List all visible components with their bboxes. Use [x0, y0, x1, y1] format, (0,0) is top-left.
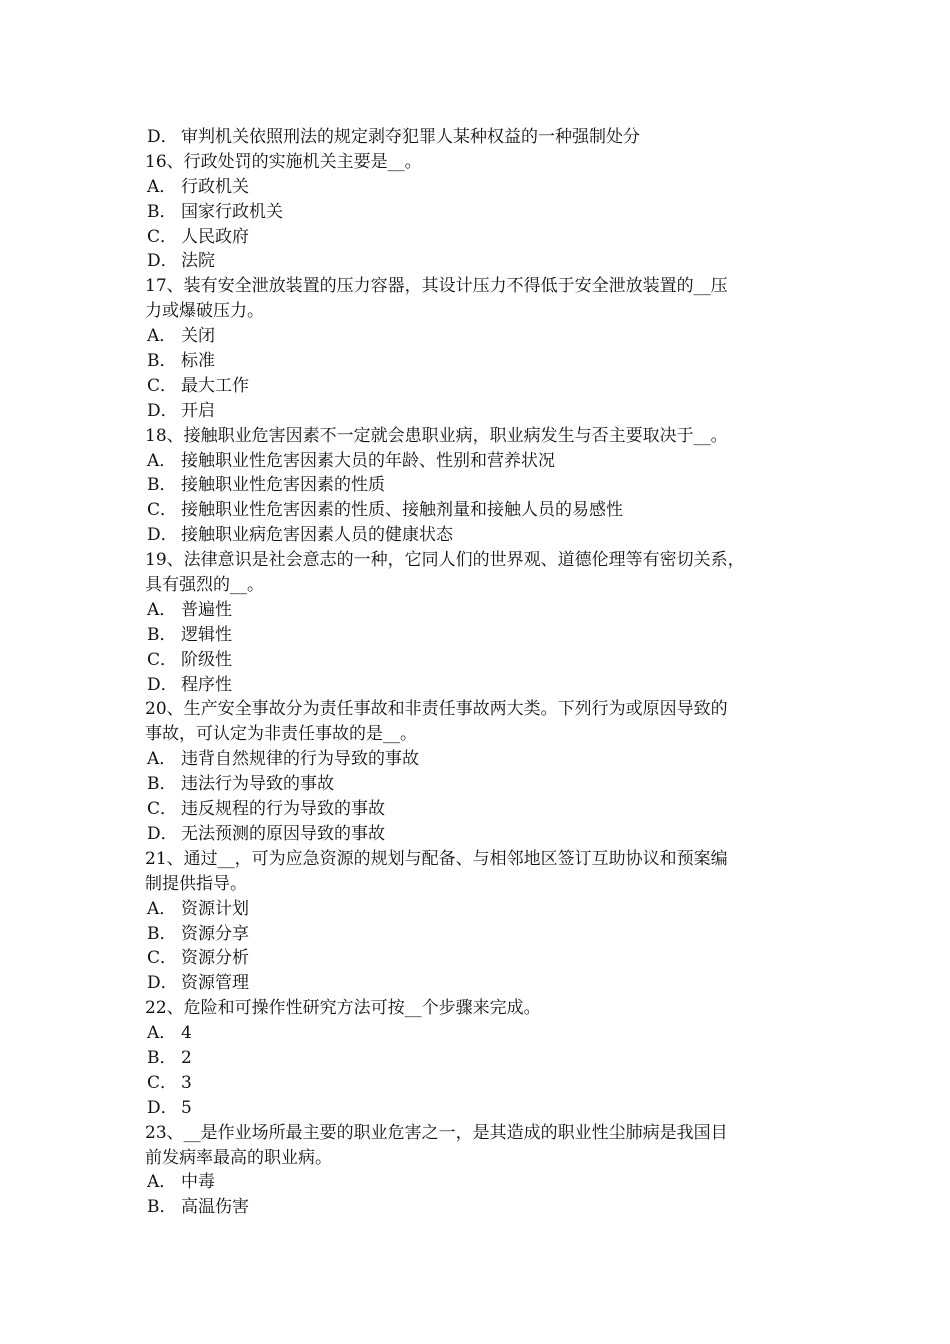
option-letter: C．: [147, 375, 178, 396]
option-text: 普遍性: [181, 599, 232, 620]
answer-option: [145, 498, 825, 523]
option-letter: D．: [147, 1097, 178, 1118]
option-letter: A．: [147, 326, 177, 347]
option-letter: B．: [147, 774, 177, 795]
option-letter: B．: [147, 1047, 177, 1068]
question-text: 力或爆破压力。: [145, 301, 264, 322]
option-letter: D．: [147, 973, 178, 994]
option-text: 开启: [181, 400, 215, 421]
option-text: 阶级性: [181, 649, 232, 670]
answer-option: [145, 673, 825, 698]
answer-option: [145, 1046, 825, 1071]
option-text: 2: [181, 1047, 192, 1068]
option-letter: C．: [147, 948, 178, 969]
option-text: 国家行政机关: [181, 201, 283, 222]
answer-option: [145, 623, 825, 648]
option-text: 无法预测的原因导致的事故: [181, 823, 385, 844]
option-text: 3: [181, 1072, 192, 1093]
option-text: 资源分享: [181, 923, 249, 944]
option-text: 接触职业性危害因素大员的年龄、性别和营养状况: [181, 450, 555, 471]
option-letter: C．: [147, 226, 178, 247]
option-letter: D．: [147, 400, 178, 421]
option-letter: D．: [147, 674, 178, 695]
answer-option: [145, 1071, 825, 1096]
option-letter: C．: [147, 500, 178, 521]
option-text: 4: [181, 1023, 192, 1044]
question-text: 20、生产安全事故分为责任事故和非责任事故两大类。下列行为或原因导致的: [145, 699, 728, 720]
option-text: 资源分析: [181, 948, 249, 969]
question-text: 21、通过__，可为应急资源的规划与配备、与相邻地区签订互助协议和预案编: [145, 848, 728, 869]
option-letter: A．: [147, 450, 177, 471]
answer-option: [145, 374, 825, 399]
answer-option: [145, 399, 825, 424]
option-letter: A．: [147, 176, 177, 197]
question-text: 16、行政处罚的实施机关主要是__。: [145, 151, 422, 172]
question-text: 17、装有安全泄放装置的压力容器，其设计压力不得低于安全泄放装置的__压: [145, 276, 728, 297]
option-letter: D．: [147, 525, 178, 546]
option-text: 接触职业性危害因素的性质: [181, 475, 385, 496]
question-text: 具有强烈的__。: [145, 575, 264, 596]
answer-option: [145, 747, 825, 772]
option-text: 资源管理: [181, 973, 249, 994]
option-letter: A．: [147, 749, 177, 770]
answer-option: [145, 324, 825, 349]
option-letter: D．: [147, 251, 178, 272]
option-letter: C．: [147, 1072, 178, 1093]
option-letter: A．: [147, 898, 177, 919]
option-letter: B．: [147, 923, 177, 944]
option-text: 5: [181, 1097, 192, 1118]
option-text: 资源计划: [181, 898, 249, 919]
answer-option: [145, 922, 825, 947]
option-letter: D．: [147, 127, 178, 147]
question-text: 19、法律意识是社会意志的一种，它同人们的世界观、道德伦理等有密切关系，: [145, 550, 745, 571]
option-letter: B．: [147, 201, 177, 222]
answer-option: [145, 349, 825, 374]
answer-option: [145, 971, 825, 996]
answer-option: [145, 598, 825, 623]
option-letter: D．: [147, 823, 178, 844]
answer-option: [145, 797, 825, 822]
option-text: 逻辑性: [181, 624, 232, 645]
option-letter: A．: [147, 1172, 177, 1193]
answer-option: [145, 1170, 825, 1195]
answer-option: [145, 946, 825, 971]
question-text: 事故，可认定为非责任事故的是__。: [145, 724, 417, 745]
answer-option: [145, 473, 825, 498]
question-text: 22、危险和可操作性研究方法可按__个步骤来完成。: [145, 998, 541, 1019]
option-letter: B．: [147, 351, 177, 372]
option-text: 关闭: [181, 326, 215, 347]
option-letter: A．: [147, 1023, 177, 1044]
option-letter: A．: [147, 599, 177, 620]
option-text: 人民政府: [181, 226, 249, 247]
option-text: 程序性: [181, 674, 232, 695]
answer-option: [145, 200, 825, 225]
answer-option: [145, 1096, 825, 1121]
option-text: 最大工作: [181, 375, 249, 396]
option-text: 标准: [181, 351, 215, 372]
answer-option: [145, 523, 825, 548]
option-text: 审判机关依照刑法的规定剥夺犯罪人某种权益的一种强制处分: [181, 127, 640, 147]
answer-option: [145, 897, 825, 922]
option-text: 法院: [181, 251, 215, 272]
option-letter: C．: [147, 799, 178, 820]
option-text: 行政机关: [181, 176, 249, 197]
question-text: 前发病率最高的职业病。: [145, 1147, 332, 1168]
answer-option: [145, 822, 825, 847]
option-text: 高温伤害: [181, 1197, 249, 1218]
question-text: 23、__是作业场所最主要的职业危害之一，是其造成的职业性尘肺病是我国目: [145, 1122, 728, 1143]
question-text: 制提供指导。: [145, 873, 247, 894]
answer-option: [145, 449, 825, 474]
option-text: 接触职业性危害因素的性质、接触剂量和接触人员的易感性: [181, 500, 623, 521]
option-letter: C．: [147, 649, 178, 670]
answer-option: [145, 225, 825, 250]
answer-option: [145, 648, 825, 673]
option-text: 违背自然规律的行为导致的事故: [181, 749, 419, 770]
option-letter: B．: [147, 475, 177, 496]
answer-option: [145, 125, 825, 150]
option-text: 接触职业病危害因素人员的健康状态: [181, 525, 453, 546]
option-letter: B．: [147, 1197, 177, 1218]
answer-option: [145, 1021, 825, 1046]
option-letter: B．: [147, 624, 177, 645]
option-text: 中毒: [181, 1172, 215, 1193]
answer-option: [145, 175, 825, 200]
option-text: 违反规程的行为导致的事故: [181, 799, 385, 820]
question-text: 18、接触职业危害因素不一定就会患职业病，职业病发生与否主要取决于__。: [145, 425, 728, 446]
answer-option: [145, 1195, 825, 1220]
option-text: 违法行为导致的事故: [181, 774, 334, 795]
answer-option: [145, 249, 825, 274]
answer-option: [145, 772, 825, 797]
document-body: [145, 125, 825, 1220]
